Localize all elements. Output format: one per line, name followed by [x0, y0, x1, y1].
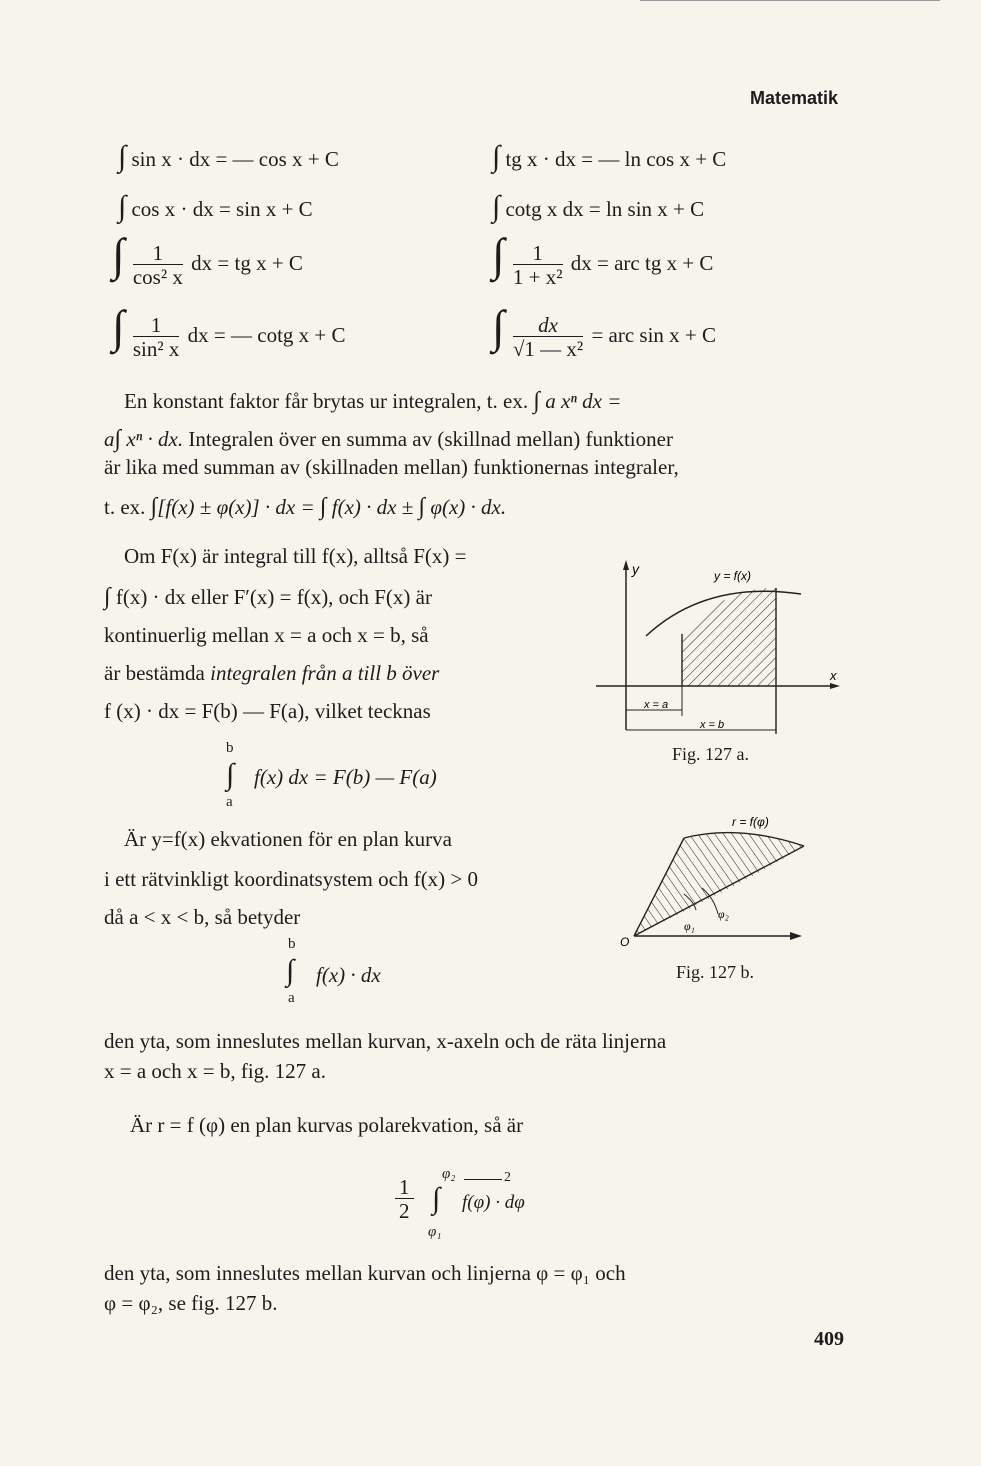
axis-label-x: x: [830, 668, 837, 683]
def2-lower-limit: a: [288, 990, 295, 1006]
p2-line3: kontinuerlig mellan x = a och x = b, så: [104, 623, 429, 647]
p3-line4: den yta, som inneslutes mellan kurvan, x-axeln och de räta linjerna: [104, 1029, 667, 1053]
p2-line1: Om F(x) är integral till f(x), alltså F(x) =: [124, 544, 467, 568]
overline: [464, 1179, 502, 1180]
page-number: 409: [814, 1328, 844, 1350]
p3-line1: Är y=f(x) ekvationen för en plan kurva: [124, 827, 452, 851]
p1-line2: a∫ xⁿ · dx. Integralen över en summa av (skillnad mellan) funktioner: [104, 426, 673, 452]
curve-label: y = f(x): [714, 569, 752, 583]
p3-line2: i ett rätvinkligt koordinatsystem och f(x) > 0: [104, 867, 479, 891]
figure-127a: [596, 550, 856, 740]
p3-line5: x = a och x = b, fig. 127 a.: [104, 1059, 326, 1083]
p4-line3: φ = φ₂, se fig. 127 b.: [104, 1291, 278, 1315]
integral-sign: ∫: [226, 758, 235, 791]
integral-sign: ∫: [492, 190, 501, 223]
formula-arctg: ∫ $\frac{1}{\text{1 + x²}}$ dx = arc tg x + C: [492, 229, 714, 289]
def-integral-formula: f(x) dx = F(b) — F(a): [254, 765, 437, 789]
angle-label-phi1: φ₁: [684, 919, 695, 933]
x-axis-arrow: [830, 683, 840, 689]
figure-127a-caption: Fig. 127 a.: [672, 744, 750, 764]
formula-cos2: ∫ $\frac{1}{\text{cos² x}}$ dx = tg x + C: [112, 229, 303, 289]
section-title: Matematik: [750, 88, 839, 108]
p2-line5: f (x) · dx = F(b) — F(a), vilket tecknas: [104, 699, 431, 723]
top-rule: [640, 0, 940, 1]
polar-axis-arrow: [790, 932, 802, 940]
square-exponent: 2: [504, 1170, 511, 1185]
formula-cotg: ∫ cotg x dx = ln sin x + C: [492, 190, 705, 223]
axis-label-y: y: [632, 561, 639, 577]
origin-label: O: [620, 935, 630, 949]
def-upper-limit: b: [226, 740, 234, 756]
integral-sign: ∫: [118, 140, 127, 173]
shaded-area: [682, 580, 776, 686]
integral-sign: ∫: [492, 301, 505, 352]
formula-cos: ∫ cos x · dx = sin x + C: [118, 190, 313, 223]
p4-line2: den yta, som inneslutes mellan kurvan och linjerna φ = φ₁ och: [104, 1261, 626, 1285]
polar-integrand: f(φ) · dφ: [462, 1192, 525, 1213]
integral-sign: ∫: [112, 229, 125, 280]
polar-area-formula: $\frac{1}{2}$: [392, 1176, 417, 1223]
p2-line2: ∫ f(x) · dx eller F′(x) = f(x), och F(x) är: [104, 584, 432, 610]
integral-sign: ∫: [118, 190, 127, 223]
def-lower-limit: a: [226, 794, 233, 810]
p2-line4: är bestämda integralen från a till b över: [104, 661, 440, 685]
def2-integral-formula: f(x) · dx: [316, 963, 381, 987]
formula-arcsin: ∫ $\frac{dx}{\text{√1 — x²}}$ = arc sin x + C: [492, 301, 717, 361]
figure-127b-caption: Fig. 127 b.: [676, 962, 755, 982]
integral-sign: ∫: [286, 954, 295, 987]
y-axis-arrow: [623, 560, 629, 570]
polar-lower-limit: φ₁: [428, 1224, 442, 1240]
p1-line3: är lika med summan av (skillnaden mellan) funktionernas integraler,: [104, 455, 679, 479]
dim-label-b: x = b: [700, 719, 725, 731]
formula-tg: ∫ tg x · dx = — ln cos x + C: [492, 140, 727, 173]
polar-upper-limit: φ₂: [442, 1166, 456, 1182]
figure-127b: [618, 806, 818, 952]
p1-line4: t. ex. ∫[f(x) ± φ(x)] · dx = ∫ f(x) · dx ± ∫ φ(x) · dx.: [104, 494, 507, 520]
p3-line3: då a < x < b, så betyder: [104, 905, 301, 929]
formula-sin: ∫ sin x · dx = — cos x + C: [118, 140, 339, 173]
p4-line1: Är r = f (φ) en plan kurvas polarekvation, så är: [130, 1113, 524, 1137]
angle-label-phi2: φ₂: [718, 907, 729, 921]
integral-sign: ∫: [492, 229, 505, 280]
formula-sin2: ∫ $\frac{1}{\text{sin² x}}$ dx = — cotg x + C: [112, 301, 346, 361]
p1-line1: En konstant faktor får brytas ur integralen, t. ex. ∫ a xⁿ dx =: [124, 388, 622, 414]
dim-label-a: x = a: [644, 699, 669, 711]
def2-upper-limit: b: [288, 936, 296, 952]
integral-sign: ∫: [112, 301, 125, 352]
integral-sign: ∫: [492, 140, 501, 173]
integral-sign: ∫: [432, 1182, 441, 1215]
curve-label: r = f(φ): [732, 815, 769, 829]
